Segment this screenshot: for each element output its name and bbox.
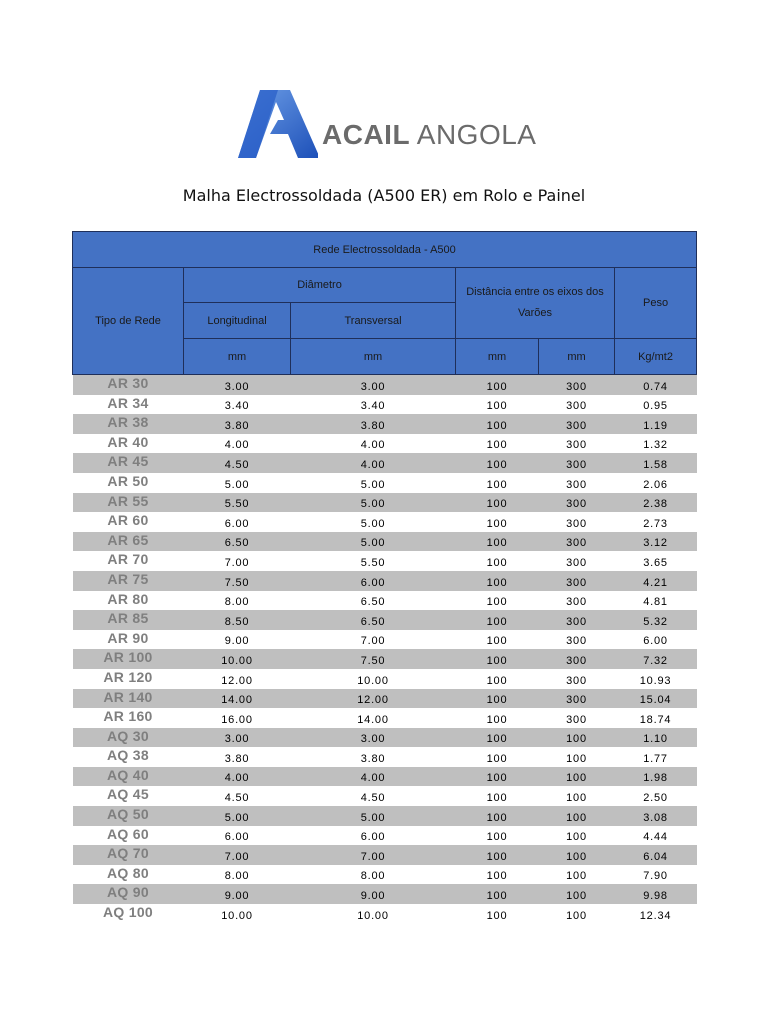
table-row	[73, 689, 697, 709]
cell-distancia-trans: 100	[539, 884, 615, 904]
cell-tipo: AR 38	[73, 414, 184, 434]
cell-peso: 6.04	[615, 845, 697, 865]
cell-longitudinal: 3.80	[184, 414, 291, 434]
cell-distancia-trans: 100	[539, 806, 615, 826]
cell-tipo: AQ 100	[73, 904, 184, 924]
table-row	[73, 630, 697, 650]
table-row	[73, 786, 697, 806]
cell-peso: 4.21	[615, 571, 697, 591]
cell-transversal: 4.00	[291, 767, 456, 787]
cell-distancia-long: 100	[456, 532, 539, 552]
cell-peso: 3.08	[615, 806, 697, 826]
unit-distancia-long: mm	[456, 339, 539, 375]
cell-distancia-long: 100	[456, 708, 539, 728]
cell-transversal: 12.00	[291, 689, 456, 709]
cell-distancia-trans: 300	[539, 551, 615, 571]
cell-distancia-long: 100	[456, 610, 539, 630]
cell-transversal: 8.00	[291, 865, 456, 885]
cell-longitudinal: 4.00	[184, 767, 291, 787]
cell-distancia-long: 100	[456, 571, 539, 591]
cell-transversal: 3.80	[291, 414, 456, 434]
cell-distancia-trans: 100	[539, 728, 615, 748]
cell-longitudinal: 9.00	[184, 884, 291, 904]
cell-tipo: AR 85	[73, 610, 184, 630]
cell-distancia-long: 100	[456, 669, 539, 689]
cell-tipo: AR 100	[73, 649, 184, 669]
cell-longitudinal: 3.00	[184, 728, 291, 748]
group-header: Rede Electrossoldada - A500	[73, 232, 697, 268]
cell-transversal: 10.00	[291, 669, 456, 689]
cell-peso: 4.81	[615, 591, 697, 611]
cell-longitudinal: 10.00	[184, 904, 291, 924]
table-row	[73, 904, 697, 924]
cell-tipo: AR 40	[73, 434, 184, 454]
table-row	[73, 453, 697, 473]
cell-tipo: AR 140	[73, 689, 184, 709]
cell-peso: 2.73	[615, 512, 697, 532]
table-row	[73, 375, 697, 395]
cell-peso: 0.95	[615, 395, 697, 415]
table-body	[73, 375, 697, 924]
header-transversal: Transversal	[291, 303, 456, 339]
cell-transversal: 5.00	[291, 473, 456, 493]
cell-longitudinal: 3.80	[184, 747, 291, 767]
cell-peso: 2.06	[615, 473, 697, 493]
table-row	[73, 493, 697, 513]
unit-transversal: mm	[291, 339, 456, 375]
cell-distancia-long: 100	[456, 453, 539, 473]
cell-longitudinal: 7.00	[184, 551, 291, 571]
cell-distancia-long: 100	[456, 826, 539, 846]
cell-tipo: AR 55	[73, 493, 184, 513]
table-row	[73, 610, 697, 630]
cell-longitudinal: 5.00	[184, 806, 291, 826]
cell-longitudinal: 4.50	[184, 786, 291, 806]
cell-transversal: 6.00	[291, 826, 456, 846]
cell-peso: 7.90	[615, 865, 697, 885]
table-row	[73, 669, 697, 689]
cell-transversal: 6.00	[291, 571, 456, 591]
cell-peso: 3.12	[615, 532, 697, 552]
cell-longitudinal: 5.50	[184, 493, 291, 513]
cell-distancia-long: 100	[456, 786, 539, 806]
cell-peso: 4.44	[615, 826, 697, 846]
acail-a-logo-icon	[238, 88, 318, 158]
cell-tipo: AQ 40	[73, 767, 184, 787]
cell-transversal: 4.00	[291, 434, 456, 454]
table-row	[73, 512, 697, 532]
mesh-spec-table	[72, 231, 697, 924]
cell-peso: 10.93	[615, 669, 697, 689]
cell-transversal: 3.80	[291, 747, 456, 767]
cell-tipo: AQ 50	[73, 806, 184, 826]
cell-tipo: AR 160	[73, 708, 184, 728]
cell-transversal: 5.00	[291, 806, 456, 826]
page-title: Malha Electrossoldada (A500 ER) em Rolo e Painel	[182, 186, 586, 205]
cell-distancia-long: 100	[456, 806, 539, 826]
cell-distancia-long: 100	[456, 434, 539, 454]
cell-transversal: 3.40	[291, 395, 456, 415]
cell-tipo: AQ 60	[73, 826, 184, 846]
cell-distancia-trans: 300	[539, 571, 615, 591]
cell-distancia-trans: 100	[539, 845, 615, 865]
cell-longitudinal: 5.00	[184, 473, 291, 493]
cell-transversal: 7.50	[291, 649, 456, 669]
cell-distancia-long: 100	[456, 649, 539, 669]
table-row	[73, 747, 697, 767]
cell-transversal: 5.00	[291, 493, 456, 513]
cell-distancia-trans: 300	[539, 630, 615, 650]
cell-distancia-trans: 300	[539, 591, 615, 611]
cell-distancia-long: 100	[456, 904, 539, 924]
table-row	[73, 865, 697, 885]
header-distancia: Distância entre os eixos dos Varões	[456, 268, 615, 339]
cell-peso: 15.04	[615, 689, 697, 709]
cell-longitudinal: 6.00	[184, 512, 291, 532]
cell-peso: 1.77	[615, 747, 697, 767]
cell-tipo: AR 120	[73, 669, 184, 689]
cell-distancia-trans: 300	[539, 512, 615, 532]
cell-distancia-trans: 300	[539, 669, 615, 689]
cell-transversal: 9.00	[291, 884, 456, 904]
cell-longitudinal: 9.00	[184, 630, 291, 650]
cell-peso: 1.98	[615, 767, 697, 787]
cell-longitudinal: 14.00	[184, 689, 291, 709]
cell-tipo: AQ 70	[73, 845, 184, 865]
table-row	[73, 571, 697, 591]
cell-distancia-long: 100	[456, 512, 539, 532]
cell-distancia-long: 100	[456, 884, 539, 904]
cell-peso: 2.50	[615, 786, 697, 806]
cell-distancia-trans: 300	[539, 414, 615, 434]
table-row	[73, 767, 697, 787]
cell-longitudinal: 3.00	[184, 375, 291, 395]
cell-longitudinal: 8.50	[184, 610, 291, 630]
cell-distancia-long: 100	[456, 493, 539, 513]
cell-transversal: 4.50	[291, 786, 456, 806]
cell-distancia-trans: 100	[539, 865, 615, 885]
table-row	[73, 395, 697, 415]
cell-distancia-trans: 300	[539, 649, 615, 669]
table-row	[73, 414, 697, 434]
cell-distancia-trans: 300	[539, 689, 615, 709]
unit-distancia-trans: mm	[539, 339, 615, 375]
cell-tipo: AR 65	[73, 532, 184, 552]
cell-distancia-trans: 300	[539, 395, 615, 415]
cell-longitudinal: 3.40	[184, 395, 291, 415]
cell-transversal: 5.50	[291, 551, 456, 571]
header-peso: Peso	[615, 268, 697, 339]
cell-longitudinal: 4.50	[184, 453, 291, 473]
cell-tipo: AR 80	[73, 591, 184, 611]
cell-peso: 0.74	[615, 375, 697, 395]
cell-tipo: AR 60	[73, 512, 184, 532]
cell-peso: 7.32	[615, 649, 697, 669]
cell-transversal: 6.50	[291, 591, 456, 611]
cell-transversal: 7.00	[291, 845, 456, 865]
acail-angola-logo	[238, 88, 538, 158]
table-row	[73, 845, 697, 865]
cell-peso: 3.65	[615, 551, 697, 571]
cell-distancia-trans: 300	[539, 493, 615, 513]
cell-transversal: 6.50	[291, 610, 456, 630]
cell-peso: 9.98	[615, 884, 697, 904]
cell-transversal: 5.00	[291, 532, 456, 552]
cell-longitudinal: 8.00	[184, 591, 291, 611]
table-row	[73, 434, 697, 454]
cell-tipo: AR 90	[73, 630, 184, 650]
cell-transversal: 4.00	[291, 453, 456, 473]
cell-distancia-long: 100	[456, 473, 539, 493]
cell-distancia-long: 100	[456, 865, 539, 885]
unit-peso: Kg/mt2	[615, 339, 697, 375]
cell-distancia-long: 100	[456, 591, 539, 611]
table-row	[73, 728, 697, 748]
cell-peso: 1.58	[615, 453, 697, 473]
cell-distancia-long: 100	[456, 395, 539, 415]
cell-longitudinal: 10.00	[184, 649, 291, 669]
cell-tipo: AR 45	[73, 453, 184, 473]
cell-distancia-trans: 100	[539, 904, 615, 924]
cell-distancia-long: 100	[456, 551, 539, 571]
table-row	[73, 473, 697, 493]
cell-distancia-trans: 100	[539, 747, 615, 767]
cell-transversal: 3.00	[291, 375, 456, 395]
cell-tipo: AQ 80	[73, 865, 184, 885]
cell-distancia-trans: 300	[539, 434, 615, 454]
table-row	[73, 649, 697, 669]
cell-peso: 2.38	[615, 493, 697, 513]
header-longitudinal: Longitudinal	[184, 303, 291, 339]
cell-distancia-long: 100	[456, 845, 539, 865]
cell-transversal: 10.00	[291, 904, 456, 924]
cell-longitudinal: 7.00	[184, 845, 291, 865]
cell-peso: 1.10	[615, 728, 697, 748]
cell-longitudinal: 12.00	[184, 669, 291, 689]
cell-peso: 1.32	[615, 434, 697, 454]
cell-tipo: AQ 30	[73, 728, 184, 748]
cell-distancia-long: 100	[456, 375, 539, 395]
header-diametro: Diâmetro	[184, 268, 456, 303]
cell-distancia-trans: 100	[539, 826, 615, 846]
cell-transversal: 5.00	[291, 512, 456, 532]
cell-longitudinal: 4.00	[184, 434, 291, 454]
cell-tipo: AR 70	[73, 551, 184, 571]
cell-distancia-long: 100	[456, 689, 539, 709]
cell-transversal: 3.00	[291, 728, 456, 748]
table-row	[73, 591, 697, 611]
cell-distancia-trans: 100	[539, 767, 615, 787]
cell-longitudinal: 6.50	[184, 532, 291, 552]
cell-distancia-long: 100	[456, 767, 539, 787]
cell-longitudinal: 6.00	[184, 826, 291, 846]
cell-transversal: 14.00	[291, 708, 456, 728]
cell-longitudinal: 16.00	[184, 708, 291, 728]
cell-tipo: AR 34	[73, 395, 184, 415]
cell-distancia-long: 100	[456, 630, 539, 650]
cell-distancia-long: 100	[456, 414, 539, 434]
cell-distancia-long: 100	[456, 728, 539, 748]
cell-peso: 5.32	[615, 610, 697, 630]
header-tipo: Tipo de Rede	[73, 268, 184, 375]
cell-peso: 18.74	[615, 708, 697, 728]
cell-peso: 12.34	[615, 904, 697, 924]
cell-tipo: AQ 90	[73, 884, 184, 904]
cell-longitudinal: 8.00	[184, 865, 291, 885]
cell-tipo: AR 50	[73, 473, 184, 493]
cell-peso: 6.00	[615, 630, 697, 650]
cell-distancia-trans: 300	[539, 532, 615, 552]
cell-distancia-trans: 300	[539, 375, 615, 395]
cell-transversal: 7.00	[291, 630, 456, 650]
table-row	[73, 532, 697, 552]
table-row	[73, 826, 697, 846]
table-row	[73, 551, 697, 571]
cell-distancia-long: 100	[456, 747, 539, 767]
cell-tipo: AQ 38	[73, 747, 184, 767]
cell-distancia-trans: 300	[539, 708, 615, 728]
cell-distancia-trans: 300	[539, 473, 615, 493]
unit-longitudinal: mm	[184, 339, 291, 375]
table-row	[73, 708, 697, 728]
table-row	[73, 884, 697, 904]
brand-name: ACAIL ANGOLA	[322, 119, 537, 150]
cell-tipo: AQ 45	[73, 786, 184, 806]
cell-distancia-trans: 300	[539, 453, 615, 473]
cell-tipo: AR 75	[73, 571, 184, 591]
cell-distancia-trans: 300	[539, 610, 615, 630]
cell-peso: 1.19	[615, 414, 697, 434]
table-row	[73, 806, 697, 826]
cell-tipo: AR 30	[73, 375, 184, 395]
cell-longitudinal: 7.50	[184, 571, 291, 591]
cell-distancia-trans: 100	[539, 786, 615, 806]
